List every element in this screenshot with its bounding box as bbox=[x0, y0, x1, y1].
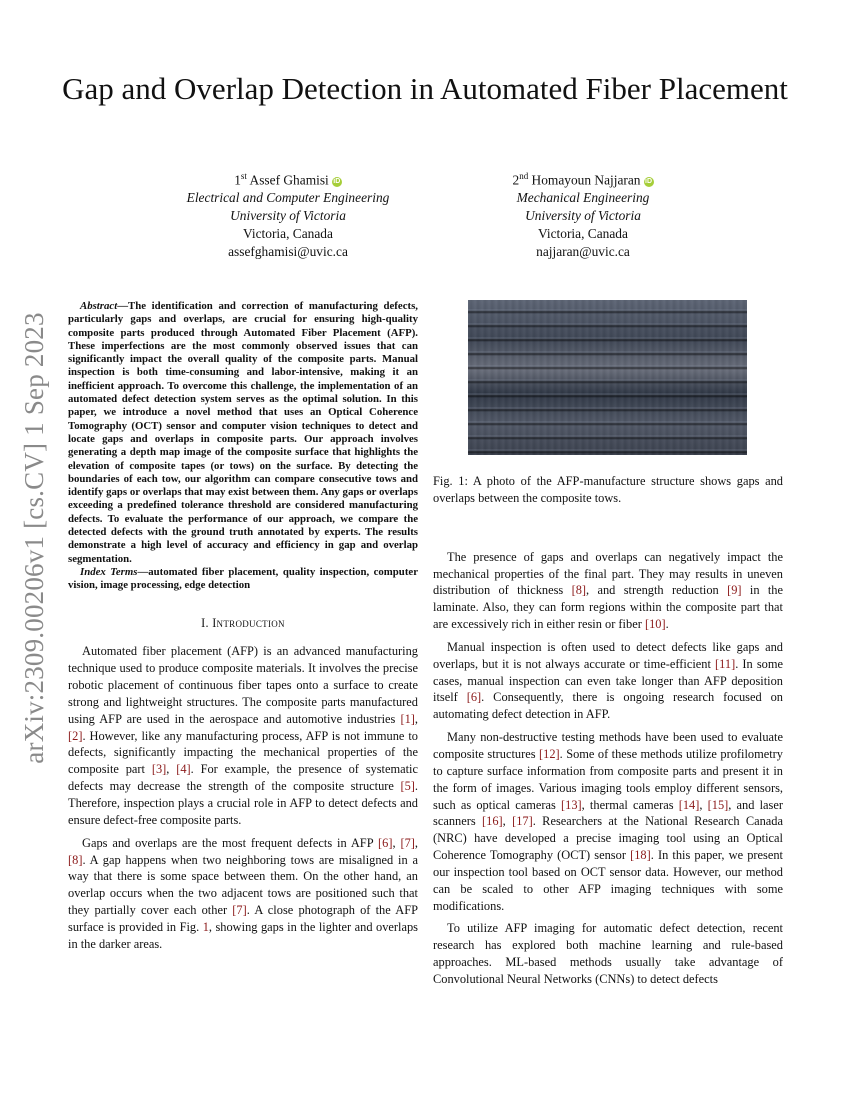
author-department: Electrical and Computer Engineering bbox=[186, 190, 390, 206]
citation-link[interactable]: [18] bbox=[630, 848, 651, 863]
paragraph-text: , bbox=[414, 835, 418, 850]
paragraph-text: Manual inspection is often used to detect defects like gaps and overlaps, but it is not always accurate or time-efficient bbox=[433, 639, 783, 671]
paragraph-text: . Researchers at the National Research Canada (NRC) have developed a precise imaging tool using an Optical Coherence Tomography (OCT) sensor bbox=[433, 814, 783, 863]
intro-paragraph-2 bbox=[68, 835, 418, 953]
citation-link[interactable]: [4] bbox=[176, 762, 191, 777]
right-paragraph-2 bbox=[433, 639, 783, 723]
citation-link[interactable]: [15] bbox=[707, 797, 729, 812]
paper-title: Gap and Overlap Detection in Automated Fiber Placement bbox=[62, 71, 788, 106]
citation-link[interactable]: [8] bbox=[68, 852, 83, 867]
author-university: University of Victoria bbox=[230, 208, 346, 224]
citation-link[interactable]: [8] bbox=[571, 583, 587, 598]
citation-link[interactable]: [10] bbox=[644, 617, 666, 632]
right-paragraph-4 bbox=[433, 920, 783, 987]
author-email[interactable]: assefghamisi@uvic.ca bbox=[228, 244, 348, 260]
paragraph-text: . Consequently, there is ongoing research focused on automating defect detection in AFP. bbox=[433, 690, 783, 722]
paragraph-text: , thermal cameras bbox=[581, 797, 679, 812]
paragraph-text: in the laminate. Also, they can form regions within the composite part that are excessively rich in either resin or fiber bbox=[433, 583, 783, 632]
figure-1-image bbox=[468, 300, 747, 455]
citation-link[interactable]: [6] bbox=[466, 690, 482, 705]
paragraph-text: . bbox=[665, 617, 669, 632]
orcid-icon[interactable]: iD bbox=[333, 178, 341, 186]
citation-link[interactable]: [17] bbox=[512, 814, 533, 829]
author-city: Victoria, Canada bbox=[538, 226, 628, 242]
paragraph-text: . In some cases, manual inspection can even take longer than AFP deposition itself bbox=[433, 656, 783, 705]
left-column bbox=[68, 300, 418, 953]
right-paragraph-3 bbox=[433, 729, 783, 914]
paragraph-text: , bbox=[414, 711, 418, 726]
citation-link[interactable]: [7] bbox=[232, 903, 247, 918]
paragraph-text: . However, like any manufacturing process, AFP is not immune to defects, significantly impacting the mechanical properties of the composite part bbox=[68, 728, 418, 777]
paragraph-text: To utilize AFP imaging for automatic defect detection, recent research has explored both machine learning and rule-based approaches. ML-based methods usually take advantage of Convolutional Neural Networks (CNNs) to detect defects bbox=[433, 921, 783, 986]
citation-link[interactable]: [12] bbox=[539, 746, 560, 761]
paragraph-text: . In this paper, we present our inspection tool based on OCT sensor data. However, our method can be scaled to other AFP imaging techniques with some modifications. bbox=[433, 848, 784, 913]
citation-link[interactable]: [16] bbox=[482, 814, 503, 829]
paragraph-text: , showing gaps in the lighter and overlaps in the darker areas. bbox=[68, 919, 418, 951]
paragraph-text: , bbox=[392, 835, 401, 850]
citation-link[interactable]: [14] bbox=[678, 797, 700, 812]
paragraph-text: . A close photograph of the AFP surface is provided in Fig. bbox=[68, 903, 418, 934]
citation-link[interactable]: [9] bbox=[727, 583, 742, 598]
author-department: Mechanical Engineering bbox=[516, 190, 650, 206]
author-email[interactable]: najjaran@uvic.ca bbox=[536, 244, 630, 260]
citation-link[interactable]: [7] bbox=[400, 835, 415, 850]
citation-link[interactable]: [3] bbox=[151, 762, 167, 777]
citation-link[interactable]: [2] bbox=[68, 728, 83, 743]
paragraph-text: , and strength reduction bbox=[586, 583, 728, 598]
citation-link[interactable]: 1 bbox=[202, 919, 209, 934]
citation-link[interactable]: [1] bbox=[400, 711, 415, 726]
paragraph-text: Automated fiber placement (AFP) is an advanced manufacturing technique used to produce composite materials. It involves the precise robotic placement of continuous fiber tapes onto a surface to create strong and lightweight structures. The composite parts manufactured using AFP are used in the aerospace and automotive industries bbox=[68, 644, 418, 726]
author-name: Homayoun Najjaran bbox=[531, 172, 641, 188]
orcid-icon[interactable]: iD bbox=[645, 178, 652, 186]
paragraph-text: Gaps and overlaps are the most frequent defects in AFP bbox=[82, 835, 378, 850]
paragraph-text: The presence of gaps and overlaps can negatively impact the mechanical properties of the final part. They may results in uneven distribution of thickness bbox=[433, 549, 783, 598]
paragraph-text: . A gap happens when two neighboring tows are misaligned in a way that there is some space between them. On the other hand, an overlap occurs when the two adjacent tows are positioned such that they partially cover each other bbox=[68, 852, 418, 918]
citation-link[interactable]: [13] bbox=[561, 797, 582, 812]
paragraph-text: . Some of these methods utilize profilometry to capture surface information from composite parts and present it in the form of images. Various imaging tools employ different sensors, such as optical cameras bbox=[433, 746, 784, 812]
citation-link[interactable]: [5] bbox=[400, 779, 415, 794]
author-1: 1st Assef Ghamisi iD Electrical and Computer Engineering University of Victoria Victoria, Canada assefghamisi@uvic.ca bbox=[138, 167, 438, 261]
paragraph-text: . For example, the presence of systematic defects may decrease the strength of the composite structure bbox=[68, 762, 419, 794]
right-column bbox=[433, 300, 783, 988]
intro-paragraph-1 bbox=[68, 643, 418, 828]
paragraph-text: , bbox=[502, 814, 513, 829]
paragraph-text: . Therefore, inspection plays a crucial role in AFP to detect defects and ensure defect-free composite parts. bbox=[68, 779, 418, 827]
author-university: University of Victoria bbox=[525, 208, 641, 224]
right-paragraph-1 bbox=[433, 549, 783, 633]
section-heading: I. Introduction bbox=[201, 615, 285, 630]
author-2: 2nd Homayoun Najjaran iD Mechanical Engineering University of Victoria Victoria, Canada najjaran@uvic.ca bbox=[433, 167, 733, 261]
paragraph-text: , bbox=[166, 762, 177, 777]
paragraph-text: , and laser scanners bbox=[433, 797, 783, 829]
figure-1-caption: Fig. 1: A photo of the AFP-manufacture structure shows gaps and overlaps between the composite tows. bbox=[433, 474, 783, 505]
citation-link[interactable]: [11] bbox=[715, 656, 736, 671]
abstract: Abstract—The identification and correction of manufacturing defects, particularly gaps and overlaps, are crucial for ensuring high-quality composite parts produced through Automated Fiber Placement (AFP). These imperfections are the most commonly observed issues that can significantly impact the overall quality of the composite parts. Manual inspection is both time-consuming and labor-intensive, making it an inefficient approach. To overcome this challenge, the implementation of an automated defect detection system serves as the optimal solution. In this paper, we introduce a novel method that uses an Optical Coherence Tomography (OCT) sensor and computer vision techniques to detect and locate gaps and overlaps in composite parts. Our approach involves generating a depth map image of the composite surface that highlights the elevation of composite tapes (or tows) on the surface. By detecting the boundaries of each tow, our algorithm can compare consecutive tows and identify gaps or overlaps that may exist between them. Any gaps or overlaps exceeding a predefined tolerance threshold are considered manufacturing defects. To evaluate the performance of our approach, we compare the detected defects with the ground truth annotated by experts. The results demonstrate a high level of accuracy and efficiency in gap and overlap segmentation. bbox=[68, 300, 418, 565]
paragraph-text: , bbox=[699, 797, 708, 812]
paragraph-text: Many non-destructive testing methods have been used to evaluate composite structures bbox=[433, 730, 783, 761]
citation-link[interactable]: [6] bbox=[378, 835, 393, 850]
author-name: Assef Ghamisi bbox=[249, 172, 329, 188]
index-terms: Index Terms—automated fiber placement, quality inspection, computer vision, image processing, edge detection bbox=[68, 565, 418, 592]
author-city: Victoria, Canada bbox=[243, 226, 333, 242]
arxiv-stamp: arXiv:2309.00206v1 [cs.CV] 1 Sep 2023 bbox=[19, 312, 49, 764]
